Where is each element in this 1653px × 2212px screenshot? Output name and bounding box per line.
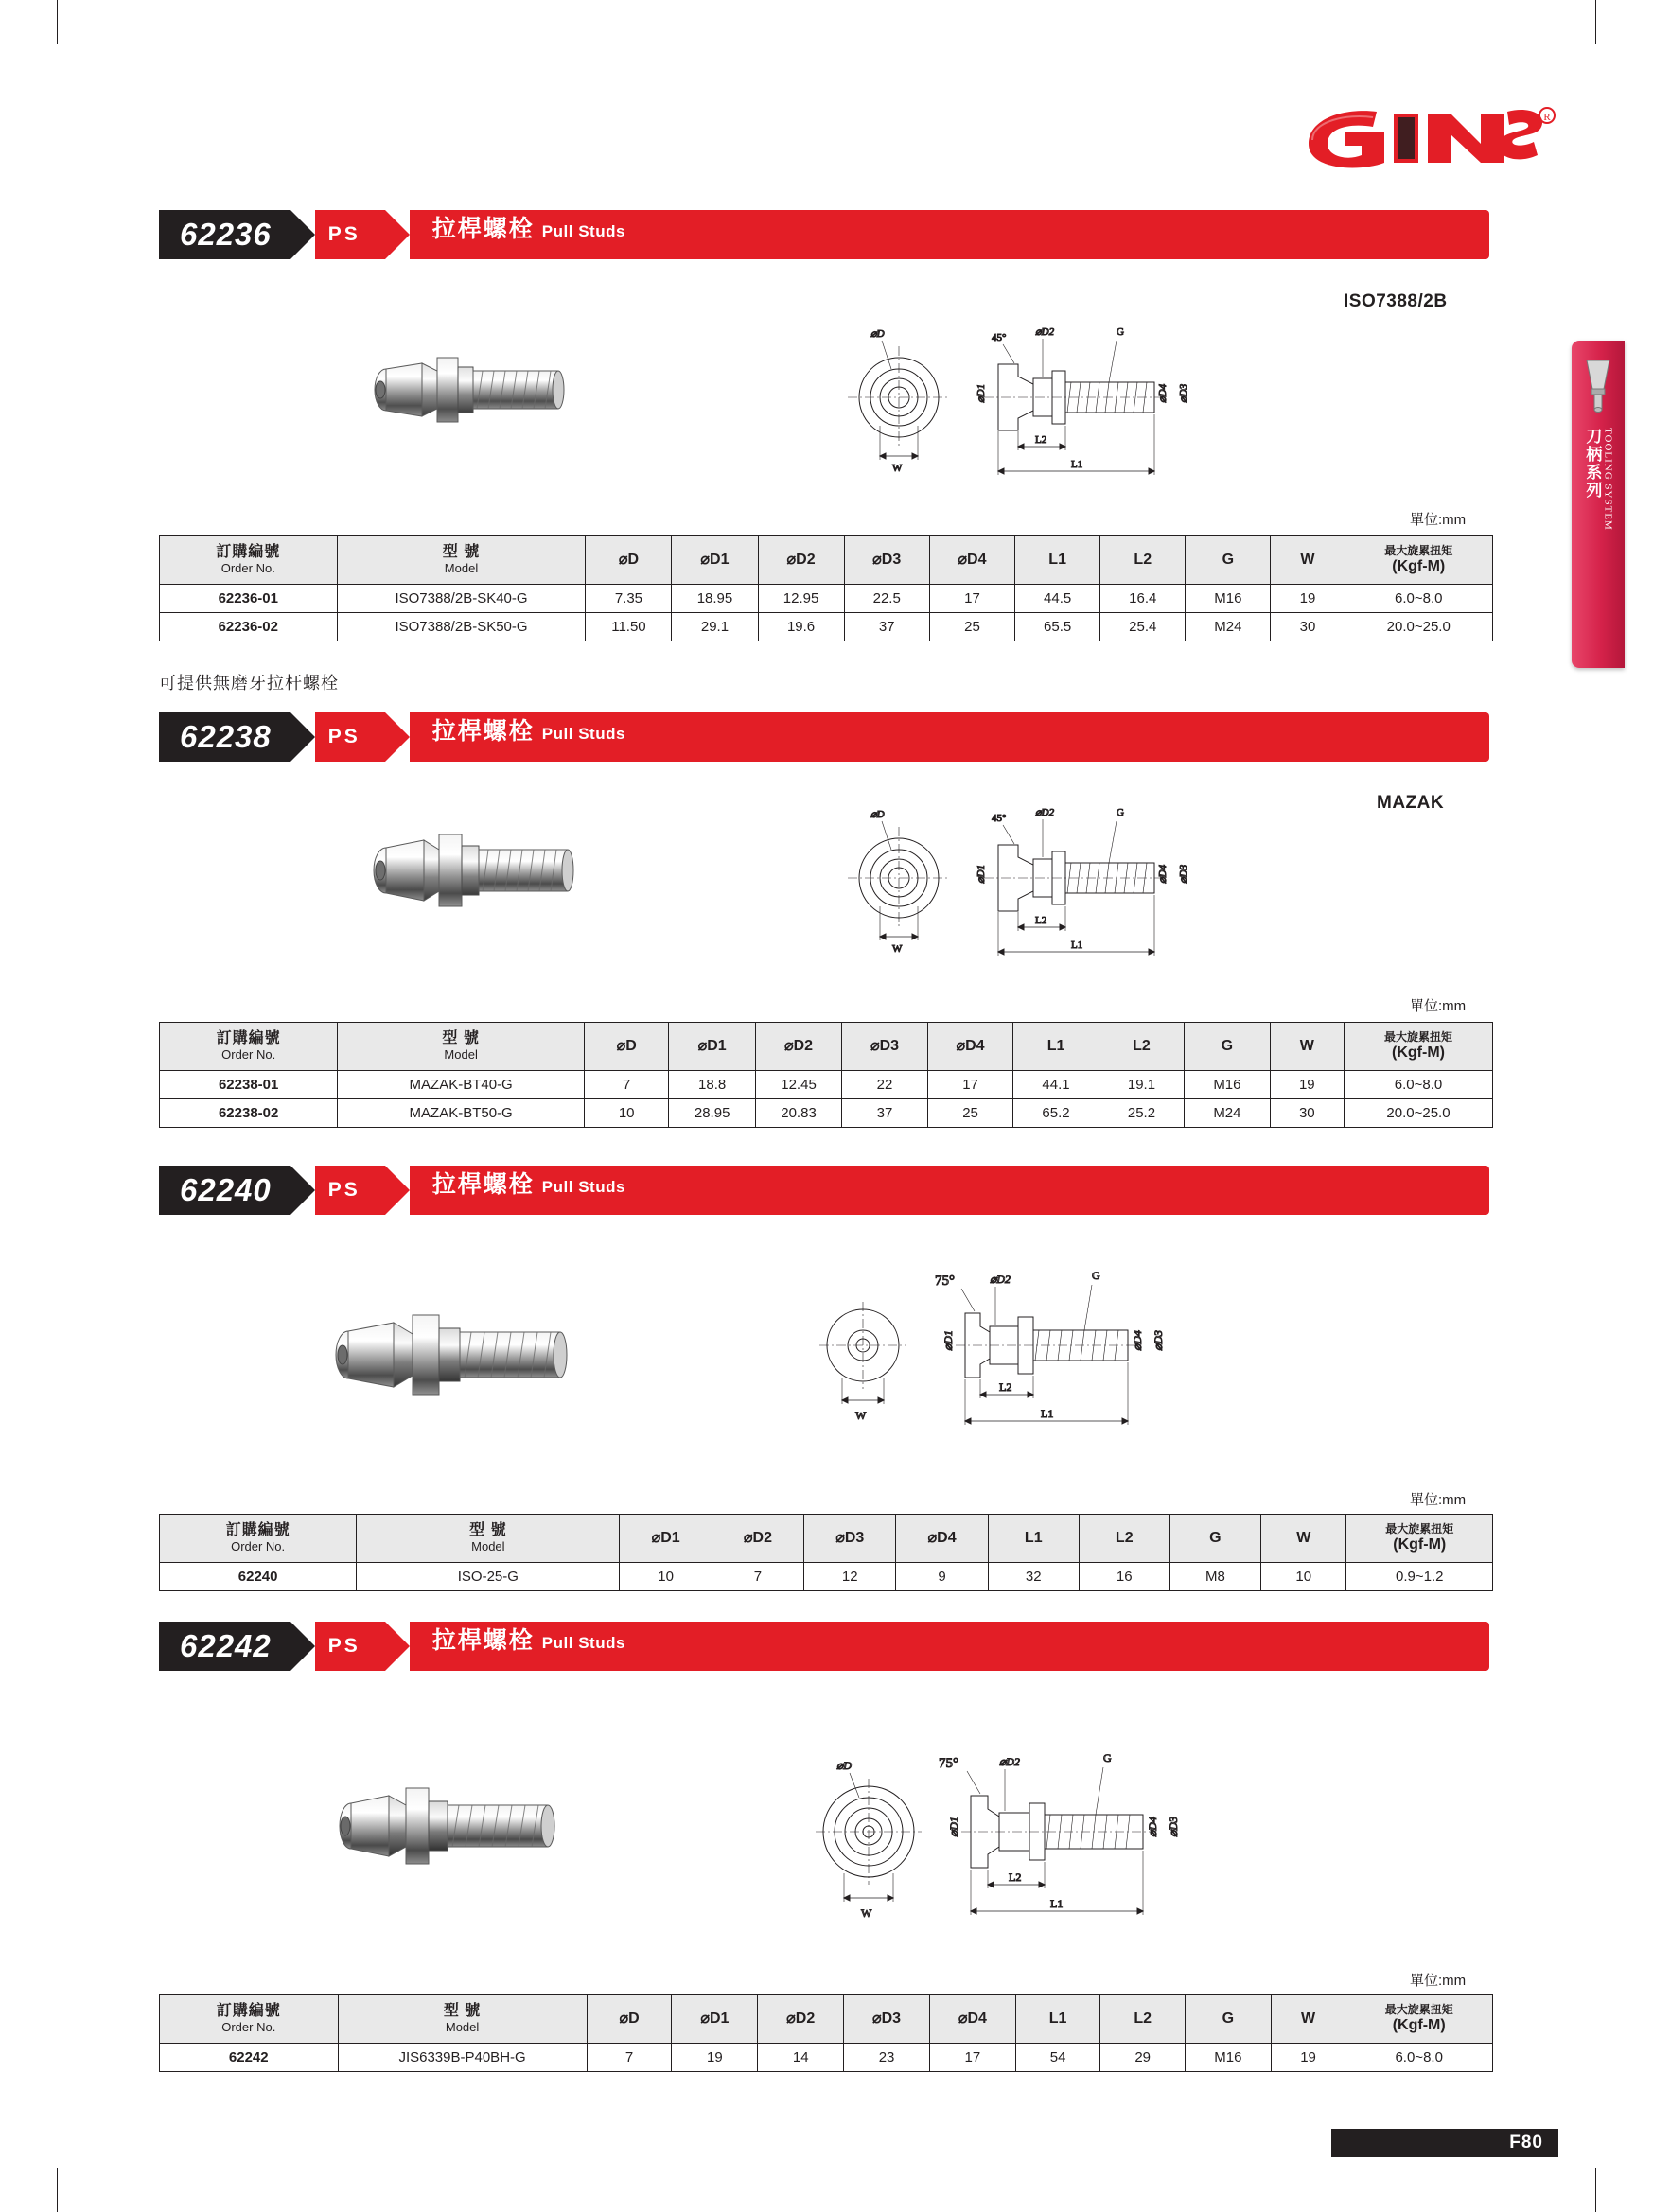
svg-text:⌀D2: ⌀D2 <box>990 1273 1011 1286</box>
cell-d3: 22 <box>842 1071 928 1099</box>
cell-g: M8 <box>1169 1563 1260 1591</box>
th-d3: ⌀D3 <box>804 1515 896 1563</box>
cell-torque: 6.0~8.0 <box>1345 585 1492 613</box>
svg-text:⌀D4: ⌀D4 <box>1157 383 1169 403</box>
th-model-zh: 型 號 <box>442 544 481 561</box>
cell-d4: 25 <box>927 1099 1013 1128</box>
svg-text:L1: L1 <box>1071 459 1083 470</box>
cell-d2: 12.95 <box>758 585 844 613</box>
cell-order-no: 62240 <box>160 1563 357 1591</box>
banner-arrow-red <box>385 712 410 762</box>
th-d: ⌀D <box>586 536 672 585</box>
section-title-zh: 拉桿螺栓 <box>431 718 535 745</box>
section-banner-62242 <box>159 1622 1489 1671</box>
crop-mark-bottom-left <box>57 2168 58 2212</box>
section-title-en: Pull Studs <box>541 222 625 240</box>
cell-w: 30 <box>1270 1099 1344 1128</box>
th-order-no: 訂購編號 Order No. <box>160 1515 357 1563</box>
cell-d1: 29.1 <box>672 613 758 641</box>
svg-text:W: W <box>892 463 903 474</box>
spec-table-62240 <box>159 1514 1493 1591</box>
banner-arrow-red <box>385 210 410 259</box>
th-d3: ⌀D3 <box>842 1023 928 1071</box>
th-w: W <box>1270 1023 1344 1071</box>
cell-torque: 6.0~8.0 <box>1345 2044 1493 2072</box>
svg-text:45°: 45° <box>992 813 1007 824</box>
cell-l1: 65.2 <box>1013 1099 1099 1128</box>
cell-torque: 0.9~1.2 <box>1346 1563 1493 1591</box>
cell-d1: 19 <box>672 2044 758 2072</box>
banner-arrow-red <box>385 1166 410 1215</box>
standard-label-62238: MAZAK <box>1377 793 1445 813</box>
cell-model: MAZAK-BT50-G <box>338 1099 585 1128</box>
th-model: 型 號 Model <box>338 1995 587 2044</box>
section-ps-label: PS <box>315 1622 385 1671</box>
section-number-62238: 62238 <box>159 712 290 762</box>
th-torque: 最大旋累扭矩 (Kgf-M) <box>1345 1995 1493 2044</box>
th-torque-zh: 最大旋累扭矩 <box>1384 543 1453 557</box>
crop-mark-bottom-right <box>1595 2168 1596 2212</box>
th-w: W <box>1271 1995 1345 2044</box>
cell-g: M16 <box>1185 1071 1270 1099</box>
cell-d4: 17 <box>929 585 1014 613</box>
th-model <box>337 536 586 585</box>
table-row <box>160 613 1493 641</box>
cell-w: 19 <box>1271 2044 1345 2072</box>
table-header-row <box>160 1023 1493 1071</box>
th-d4: ⌀D4 <box>896 1515 988 1563</box>
th-l1: L1 <box>1015 1995 1100 2044</box>
cell-d3: 23 <box>844 2044 930 2072</box>
section-title-zh: 拉桿螺栓 <box>431 216 535 242</box>
unit-label-62238: 單位:mm <box>1410 998 1467 1014</box>
page-number: F80 <box>1494 2129 1558 2157</box>
table-header-row <box>160 1995 1493 2044</box>
banner-tail <box>1482 712 1489 762</box>
th-model: 型 號 Model <box>338 1023 585 1071</box>
svg-text:⌀D3: ⌀D3 <box>1167 1817 1180 1837</box>
cell-w: 19 <box>1270 1071 1344 1099</box>
cell-d3: 37 <box>842 1099 928 1128</box>
cell-model: JIS6339B-P40BH-G <box>338 2044 587 2072</box>
cell-d: 7 <box>587 2044 672 2072</box>
banner-arrow-black <box>290 1622 315 1671</box>
side-tab-label-zh: 刀柄系列 <box>1583 428 1602 500</box>
cell-w: 19 <box>1271 585 1345 613</box>
svg-text:⌀D1: ⌀D1 <box>976 383 987 403</box>
section-banner-62240 <box>159 1166 1489 1215</box>
svg-text:L1: L1 <box>1050 1897 1064 1910</box>
product-photo-62236 <box>360 329 624 457</box>
cell-order-no: 62238-01 <box>160 1071 338 1099</box>
svg-text:G: G <box>1103 1751 1112 1764</box>
svg-text:⌀D1: ⌀D1 <box>947 1817 960 1837</box>
tool-holder-icon <box>1579 356 1617 416</box>
th-order-no: 訂購編號 Order No. <box>160 1995 339 2044</box>
svg-text:45°: 45° <box>992 332 1007 343</box>
svg-text:W: W <box>861 1906 872 1920</box>
th-w: W <box>1271 536 1345 585</box>
th-d2: ⌀D2 <box>758 536 844 585</box>
cell-model: ISO-25-G <box>357 1563 620 1591</box>
crop-mark-top-left <box>57 0 58 44</box>
cell-w: 30 <box>1271 613 1345 641</box>
th-torque: 最大旋累扭矩 (Kgf-M) <box>1345 1023 1493 1071</box>
th-model-en: Model <box>444 560 479 575</box>
cell-g: M16 <box>1186 585 1271 613</box>
svg-text:L1: L1 <box>1041 1407 1054 1420</box>
table-row <box>160 1563 1493 1591</box>
cell-d: 11.50 <box>586 613 672 641</box>
table-header-row <box>160 536 1493 585</box>
th-g: G <box>1186 536 1271 585</box>
svg-text:⌀D1: ⌀D1 <box>941 1330 955 1351</box>
cell-g: M24 <box>1186 613 1271 641</box>
side-tab-label-en: TOOLING SYSTEM <box>1602 428 1614 531</box>
th-d1: ⌀D1 <box>620 1515 712 1563</box>
section-ps-label: PS <box>315 712 385 762</box>
th-d4: ⌀D4 <box>927 1023 1013 1071</box>
svg-text:⌀D4: ⌀D4 <box>1131 1330 1144 1351</box>
th-l1: L1 <box>1013 1023 1099 1071</box>
cell-d2: 7 <box>712 1563 803 1591</box>
th-d4: ⌀D4 <box>929 1995 1015 2044</box>
standard-label-62236: ISO7388/2B <box>1344 291 1448 311</box>
th-d3: ⌀D3 <box>844 1995 930 2044</box>
th-torque: 最大旋累扭矩 (Kgf-M) <box>1346 1515 1493 1563</box>
th-l1: L1 <box>1015 536 1100 585</box>
svg-text:L2: L2 <box>999 1380 1012 1394</box>
section-title-zh: 拉桿螺栓 <box>431 1627 535 1654</box>
cell-l1: 65.5 <box>1015 613 1100 641</box>
svg-text:W: W <box>892 943 903 955</box>
product-photo-62238 <box>358 804 632 941</box>
section-title-62238 <box>410 712 1482 762</box>
table-row <box>160 585 1493 613</box>
cell-d3: 22.5 <box>844 585 929 613</box>
section-title-en: Pull Studs <box>541 725 625 743</box>
table-row <box>160 1071 1493 1099</box>
cell-torque: 20.0~25.0 <box>1345 1099 1493 1128</box>
th-l2: L2 <box>1079 1515 1169 1563</box>
th-d1: ⌀D1 <box>672 1995 758 2044</box>
unit-label-62236: 單位:mm <box>1410 512 1467 528</box>
cell-d2: 20.83 <box>755 1099 841 1128</box>
svg-text:75°: 75° <box>939 1756 958 1771</box>
technical-drawing-62242 <box>795 1741 1258 1949</box>
spec-table-62236 <box>159 535 1493 641</box>
cell-d4: 9 <box>896 1563 988 1591</box>
section-title-62242 <box>410 1622 1482 1671</box>
section-title-62240 <box>410 1166 1482 1215</box>
section-title-zh: 拉桿螺栓 <box>431 1171 535 1198</box>
svg-text:⌀D4: ⌀D4 <box>1157 864 1169 884</box>
th-d: ⌀D <box>584 1023 669 1071</box>
svg-text:G: G <box>1117 807 1124 818</box>
cell-d: 7.35 <box>586 585 672 613</box>
cell-d: 10 <box>584 1099 669 1128</box>
banner-tail <box>1482 210 1489 259</box>
cell-model: ISO7388/2B-SK40-G <box>337 585 586 613</box>
svg-text:⌀D2: ⌀D2 <box>1035 807 1055 818</box>
banner-tail <box>1482 1622 1489 1671</box>
th-l1: L1 <box>988 1515 1079 1563</box>
technical-drawing-62238 <box>833 793 1258 987</box>
svg-text:⌀D: ⌀D <box>870 809 885 820</box>
section-title-en: Pull Studs <box>541 1634 625 1652</box>
technical-drawing-62240 <box>795 1258 1249 1462</box>
side-tab-tooling-system[interactable] <box>1572 341 1625 668</box>
th-order-no-en: Order No. <box>220 560 275 575</box>
svg-text:L2: L2 <box>1009 1870 1022 1884</box>
note-no-thread: 可提供無磨牙拉杆螺栓 <box>159 674 339 693</box>
svg-text:75°: 75° <box>935 1273 955 1289</box>
svg-text:⌀D2: ⌀D2 <box>999 1755 1020 1768</box>
cell-d2: 12.45 <box>755 1071 841 1099</box>
svg-text:⌀D3: ⌀D3 <box>1152 1330 1165 1351</box>
th-d3: ⌀D3 <box>844 536 929 585</box>
th-d1: ⌀D1 <box>669 1023 755 1071</box>
th-l2: L2 <box>1100 536 1186 585</box>
cell-g: M16 <box>1186 2044 1272 2072</box>
th-torque-en: (Kgf-M) <box>1392 557 1446 574</box>
cell-d: 7 <box>584 1071 669 1099</box>
th-d: ⌀D <box>587 1995 672 2044</box>
svg-text:L1: L1 <box>1071 939 1083 951</box>
cell-d3: 37 <box>844 613 929 641</box>
th-d2: ⌀D2 <box>758 1995 844 2044</box>
cell-order-no: 62242 <box>160 2044 339 2072</box>
th-d2: ⌀D2 <box>755 1023 841 1071</box>
cell-d4: 17 <box>929 2044 1015 2072</box>
cell-d2: 19.6 <box>758 613 844 641</box>
product-photo-62242 <box>326 1760 620 1906</box>
cell-torque: 20.0~25.0 <box>1345 613 1492 641</box>
th-l2: L2 <box>1099 1023 1184 1071</box>
th-torque <box>1345 536 1492 585</box>
table-row <box>160 1099 1493 1128</box>
section-ps-label: PS <box>315 1166 385 1215</box>
section-banner-62236 <box>159 210 1489 259</box>
svg-text:W: W <box>855 1409 867 1422</box>
svg-text:⌀D2: ⌀D2 <box>1035 326 1055 338</box>
svg-text:L2: L2 <box>1035 434 1047 446</box>
svg-text:L2: L2 <box>1035 915 1047 926</box>
banner-arrow-black <box>290 712 315 762</box>
cell-l2: 16.4 <box>1100 585 1186 613</box>
cell-d1: 18.8 <box>669 1071 755 1099</box>
section-banner-62238 <box>159 712 1489 762</box>
svg-text:⌀D1: ⌀D1 <box>976 864 987 884</box>
cell-torque: 6.0~8.0 <box>1345 1071 1493 1099</box>
cell-order-no: 62238-02 <box>160 1099 338 1128</box>
th-order-no-zh: 訂購編號 <box>216 544 281 561</box>
spec-table-62242 <box>159 1994 1493 2072</box>
svg-text:⌀D3: ⌀D3 <box>1178 383 1189 403</box>
svg-text:G: G <box>1117 326 1124 338</box>
th-order-no <box>160 536 338 585</box>
cell-l2: 29 <box>1100 2044 1186 2072</box>
banner-arrow-red <box>385 1622 410 1671</box>
cell-order-no: 62236-02 <box>160 613 338 641</box>
cell-l1: 44.1 <box>1013 1071 1099 1099</box>
th-d4: ⌀D4 <box>929 536 1014 585</box>
svg-text:R: R <box>1543 112 1551 123</box>
cell-l2: 25.4 <box>1100 613 1186 641</box>
th-order-no: 訂購編號 Order No. <box>160 1023 338 1071</box>
th-model: 型 號 Model <box>357 1515 620 1563</box>
banner-arrow-black <box>290 1166 315 1215</box>
section-ps-label: PS <box>315 210 385 259</box>
gin-logo <box>1303 102 1558 167</box>
cell-l2: 25.2 <box>1099 1099 1184 1128</box>
cell-model: MAZAK-BT40-G <box>338 1071 585 1099</box>
cell-d1: 28.95 <box>669 1099 755 1128</box>
cell-d1: 10 <box>620 1563 712 1591</box>
svg-text:⌀D4: ⌀D4 <box>1146 1817 1159 1837</box>
unit-label-62242: 單位:mm <box>1410 1973 1467 1989</box>
th-g: G <box>1185 1023 1270 1071</box>
svg-text:⌀D3: ⌀D3 <box>1178 864 1189 884</box>
cell-d4: 17 <box>927 1071 1013 1099</box>
cell-l2: 16 <box>1079 1563 1169 1591</box>
technical-drawing-62236 <box>833 312 1258 506</box>
th-g: G <box>1186 1995 1272 2044</box>
cell-l1: 54 <box>1015 2044 1100 2072</box>
table-row <box>160 2044 1493 2072</box>
section-number-62240: 62240 <box>159 1166 290 1215</box>
section-number-62236: 62236 <box>159 210 290 259</box>
section-title-en: Pull Studs <box>541 1178 625 1196</box>
th-d1: ⌀D1 <box>672 536 758 585</box>
banner-arrow-black <box>290 210 315 259</box>
th-l2: L2 <box>1100 1995 1186 2044</box>
svg-text:G: G <box>1092 1269 1100 1282</box>
cell-l1: 44.5 <box>1015 585 1100 613</box>
cell-w: 10 <box>1261 1563 1346 1591</box>
cell-order-no: 62236-01 <box>160 585 338 613</box>
cell-d3: 12 <box>804 1563 896 1591</box>
banner-tail <box>1482 1166 1489 1215</box>
table-header-row <box>160 1515 1493 1563</box>
svg-text:⌀D: ⌀D <box>870 328 885 340</box>
svg-text:⌀D: ⌀D <box>836 1759 852 1772</box>
cell-d1: 18.95 <box>672 585 758 613</box>
cell-model: ISO7388/2B-SK50-G <box>337 613 586 641</box>
th-g: G <box>1169 1515 1260 1563</box>
cell-l2: 19.1 <box>1099 1071 1184 1099</box>
spec-table-62238 <box>159 1022 1493 1128</box>
cell-d4: 25 <box>929 613 1014 641</box>
cell-l1: 32 <box>988 1563 1079 1591</box>
cell-d2: 14 <box>758 2044 844 2072</box>
th-d2: ⌀D2 <box>712 1515 803 1563</box>
cell-g: M24 <box>1185 1099 1270 1128</box>
section-title-62236 <box>410 210 1482 259</box>
crop-mark-top-right <box>1595 0 1596 44</box>
unit-label-62240: 單位:mm <box>1410 1492 1467 1508</box>
th-w: W <box>1261 1515 1346 1563</box>
section-number-62242: 62242 <box>159 1622 290 1671</box>
product-photo-62240 <box>322 1287 634 1433</box>
